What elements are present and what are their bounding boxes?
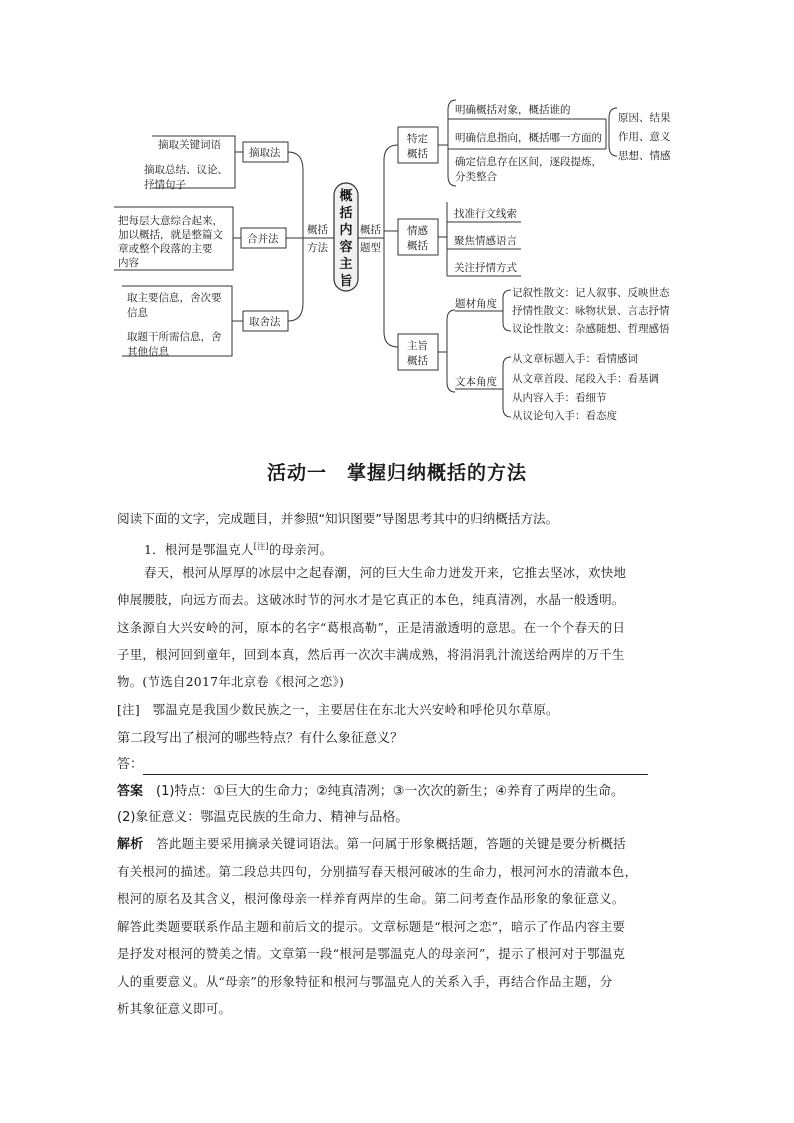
text-item: 从内容入手：看细节: [512, 392, 607, 404]
method-item: 把每层大意综合起来，: [118, 215, 223, 227]
type-name: 概括: [407, 240, 428, 252]
analysis-line: 析其象征意义即可。: [117, 1001, 232, 1016]
subject-item: 记叙性散文：记人叙事、反映世态: [512, 287, 670, 299]
type-item: 找准行文线索: [454, 208, 517, 220]
type-theme: [398, 286, 670, 422]
type-name: 情感: [407, 225, 428, 237]
passage-line: 伸展腰肢，向远方而去。这破冰时节的河水才是它真正的本色，纯真清冽，水晶一般透明。: [117, 592, 625, 607]
method-name: 取舍法: [249, 316, 281, 328]
footnote-marker: [注]: [253, 542, 269, 551]
method-item: 章或整个段落的主要: [118, 243, 213, 255]
method-item: 信息: [127, 307, 148, 319]
method-item: 取主要信息，舍次要: [127, 292, 222, 304]
type-name: 概括: [407, 355, 428, 367]
instruction-text: 阅读下面的文字，完成题目，并参照“知识图要”导图思考其中的归纳概括方法。: [117, 511, 559, 526]
method-item: 摘取关键词语: [158, 139, 221, 151]
section-heading: 活动一 掌握归纳概括的方法: [266, 462, 527, 484]
method-hebing: [114, 207, 286, 270]
type-specific: [398, 100, 671, 186]
type-item: 明确概括对象，概括谁的: [455, 104, 571, 116]
type-name: 概括: [407, 148, 428, 160]
passage-note: [注] 鄂温克是我国少数民族之一，主要居住在东北大兴安岭和呼伦贝尔草原。: [117, 702, 559, 717]
type-name: 主旨: [407, 340, 428, 352]
method-zhaiqu: [144, 136, 288, 191]
angle-label: 题材角度: [455, 298, 497, 310]
analysis-line: 根河的原名及其含义，根河像母亲一样养育两岸的生命。第二问考查作品形象的象征意义。: [117, 891, 625, 906]
passage-title: [144, 537, 704, 560]
center-topic-char: 括: [339, 206, 353, 221]
method-item: 内容: [118, 257, 139, 269]
analysis-line: 人的重要意义。从“母亲”的形象特征和根河与鄂温克人的关系入手，再结合作品主题，分: [117, 974, 613, 989]
passage-title-text: 的母亲河。: [268, 542, 333, 558]
analysis-tag: 解析: [117, 837, 144, 852]
answer-field[interactable]: [117, 755, 677, 775]
type-item: 关注抒情方式: [454, 262, 517, 274]
aspect-item: 思想、情感: [618, 150, 671, 162]
method-item: 摘取总结、议论、: [144, 164, 228, 176]
text-item: 从文章首段、尾段入手：看基调: [512, 373, 659, 385]
answer-line-2: (2)象征意义：鄂温克民族的生命力、精神与品格。: [117, 810, 409, 825]
method-name: 摘取法: [249, 147, 281, 159]
analysis-line: [117, 834, 677, 855]
right-branch-label: 概括: [360, 224, 381, 236]
passage-title-text: 1．根河是鄂温克人: [144, 542, 254, 558]
type-item: 分类整合: [455, 171, 497, 183]
type-name: 特定: [407, 133, 428, 145]
method-name: 合并法: [247, 233, 279, 245]
center-topic-char: 内: [339, 223, 353, 238]
mind-map: [0, 0, 794, 440]
type-emotion: [398, 202, 521, 276]
type-item: 聚焦情感语言: [454, 235, 517, 247]
answer-label: 答：: [117, 757, 144, 772]
aspect-item: 原因、结果: [618, 112, 671, 124]
center-topic-char: 概: [339, 189, 353, 204]
left-branch-label: 方法: [307, 242, 328, 254]
center-topic-char: 容: [339, 240, 353, 255]
right-branch-label: 题型: [360, 242, 381, 254]
analysis-line: 有关根河的描述。第二段总共四句，分别描写春天根河破冰的生命力，根河河水的清澈本色，: [117, 864, 638, 879]
passage-line: 春天，根河从厚厚的冰层中之起春潮，河的巨大生命力迸发开来，它推去坚冰，欢快地: [144, 565, 627, 580]
answer-text: (1)特点：①巨大的生命力；②纯真清冽；③一次次的新生；④养育了两岸的生命。: [143, 784, 625, 799]
left-branch-label: 概括: [307, 224, 328, 236]
type-item: 确定信息存在区间，逐段提炼，: [455, 156, 602, 168]
question-text: 第二段写出了根河的哪些特点？有什么象征意义？: [117, 731, 404, 746]
center-topic-char: 旨: [339, 274, 353, 289]
method-qushe: [122, 286, 288, 358]
answer-tag: 答案: [117, 784, 144, 799]
method-item: 抒情句子: [144, 179, 186, 191]
type-item: 明确信息指向，概括哪一方面的: [455, 132, 602, 144]
passage-line: 这条源自大兴安岭的河，原本的名字“葛根高勒”，正是清澈透明的意思。在一个个春天的日: [117, 620, 626, 635]
passage-source: 物。(节选自2017年北京卷《根河之恋》): [117, 674, 345, 689]
subject-item: 抒情性散文：咏物状景、言志抒情: [512, 305, 670, 317]
center-topic-char: 主: [339, 257, 353, 272]
text-item: 从文章标题入手：看情感词: [512, 353, 638, 365]
aspect-item: 作用、意义: [618, 131, 671, 143]
analysis-text: 答此题主要采用摘录关键词语法。第一问属于形象概括题，答题的关键是要分析概括: [143, 836, 626, 851]
subject-item: 议论性散文：杂感随想、哲理感悟: [512, 323, 670, 335]
answer-line-1: [117, 782, 677, 802]
method-item: 其他信息: [127, 346, 169, 358]
answer-blank[interactable]: [143, 760, 648, 775]
analysis-line: 是抒发对根河的赞美之情。文章第一段“根河是鄂温克人的母亲河”，提示了根河对于鄂温克: [117, 946, 626, 961]
method-item: 加以概括，就是整篇文: [118, 229, 223, 241]
method-item: 取题干所需信息，舍: [127, 331, 222, 343]
text-item: 从议论句入手：看态度: [512, 410, 617, 422]
angle-label: 文本角度: [455, 376, 497, 388]
passage-line: 子里，根河回到童年，回到本真，然后再一次次丰满成熟，将涓涓乳汁流送给两岸的万千生: [117, 647, 625, 662]
analysis-line: 解答此类题要联系作品主题和前后文的提示。文章标题是“根河之恋”，暗示了作品内容主要: [117, 919, 626, 934]
